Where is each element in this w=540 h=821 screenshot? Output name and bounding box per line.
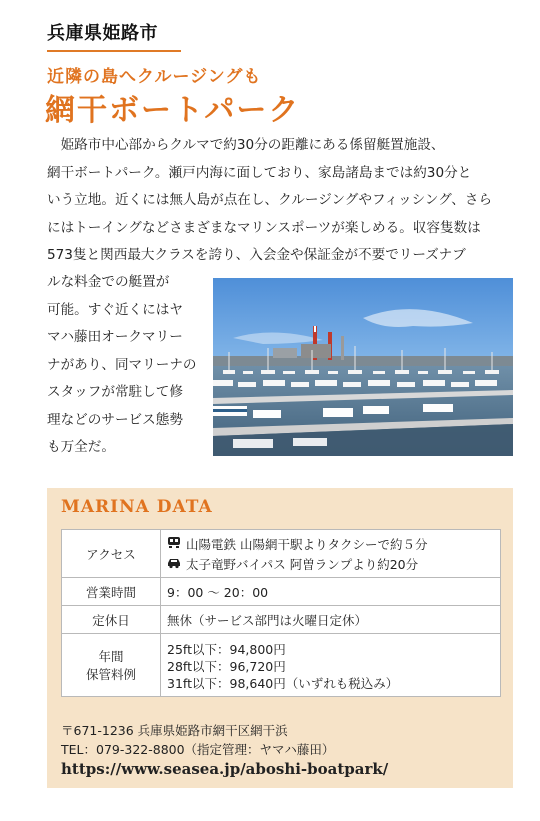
- tel-text: TEL：079-322-8800（指定管理：ヤマハ藤田）: [61, 742, 335, 757]
- hours-label: 営業時間: [62, 578, 161, 606]
- train-icon: [167, 536, 186, 552]
- closed-label: 定休日: [62, 606, 161, 634]
- access-car-text: 太子竜野バイパス 阿曽ランプより約20分: [186, 556, 419, 572]
- region-underline: [47, 50, 181, 52]
- table-row: [62, 578, 501, 606]
- body-line: 理などのサービス態勢: [47, 411, 183, 428]
- marina-data-heading: MARINA DATA: [61, 497, 213, 517]
- body-line: いう立地。近くには無人島が点在し、クルージングやフィッシング、さら: [47, 192, 493, 208]
- access-train-line: [167, 534, 494, 554]
- body-line: ナがあり、同マリーナの: [47, 356, 197, 373]
- body-line: 可能。すぐ近くにはヤ: [47, 301, 183, 318]
- closed-value: 無休（サービス部門は火曜日定休）: [161, 606, 501, 634]
- fees-label-line: 保管料例: [85, 667, 136, 682]
- access-value: [161, 530, 501, 578]
- marina-photo: [213, 278, 513, 456]
- fee-item: 31ft以下：98,640円（いずれも税込み）: [167, 675, 399, 691]
- article-title: 網干ボートパーク: [45, 93, 301, 128]
- body-line: マハ藤田オークマリー: [47, 329, 183, 345]
- marina-data-box: [47, 488, 513, 788]
- marina-data-table: [61, 529, 501, 697]
- fees-value: [161, 634, 501, 697]
- body-line: 網干ボートパーク。瀬戸内海に面しており、家島諸島までは約30分と: [47, 164, 472, 181]
- table-row: [62, 606, 501, 634]
- body-line: 573隻と関西最大クラスを誇り、入会金や保証金が不要でリーズナブ: [47, 247, 466, 263]
- body-line: スタッフが常駐して修: [47, 384, 183, 400]
- body-line: 姫路市中心部からクルマで約30分の距離にある係留艇置施設、: [47, 137, 445, 153]
- address-text: 〒671-1236 兵庫県姫路市網干区網干浜: [61, 723, 288, 738]
- body-line: にはトーイングなどさまざまなマリンスポーツが楽しめる。収容隻数は: [47, 219, 481, 236]
- body-line: ルな料金での艇置が: [47, 274, 170, 290]
- body-line: も万全だ。: [47, 439, 115, 455]
- fees-label-line: 年間: [98, 649, 124, 664]
- fee-item: 25ft以下：94,800円: [167, 641, 286, 657]
- article-subtitle: 近隣の島へクルージングも: [47, 67, 262, 87]
- website-url[interactable]: https://www.seasea.jp/aboshi-boatpark/: [61, 760, 389, 778]
- region-label: 兵庫県姫路市: [47, 23, 158, 44]
- fees-label: [62, 634, 161, 697]
- access-car-line: [167, 554, 494, 574]
- contact-block: [61, 721, 334, 759]
- table-row: [62, 634, 501, 697]
- fee-item: 28ft以下：96,720円: [167, 658, 286, 674]
- table-row: [62, 530, 501, 578]
- article-body-full: [47, 132, 497, 270]
- access-train-text: 山陽電鉄 山陽網干駅よりタクシーで約５分: [186, 536, 428, 552]
- access-label: アクセス: [62, 530, 161, 578]
- car-icon: [167, 556, 186, 572]
- article-body-narrow: [47, 269, 212, 462]
- hours-value: 9：00 〜 20：00: [161, 578, 501, 606]
